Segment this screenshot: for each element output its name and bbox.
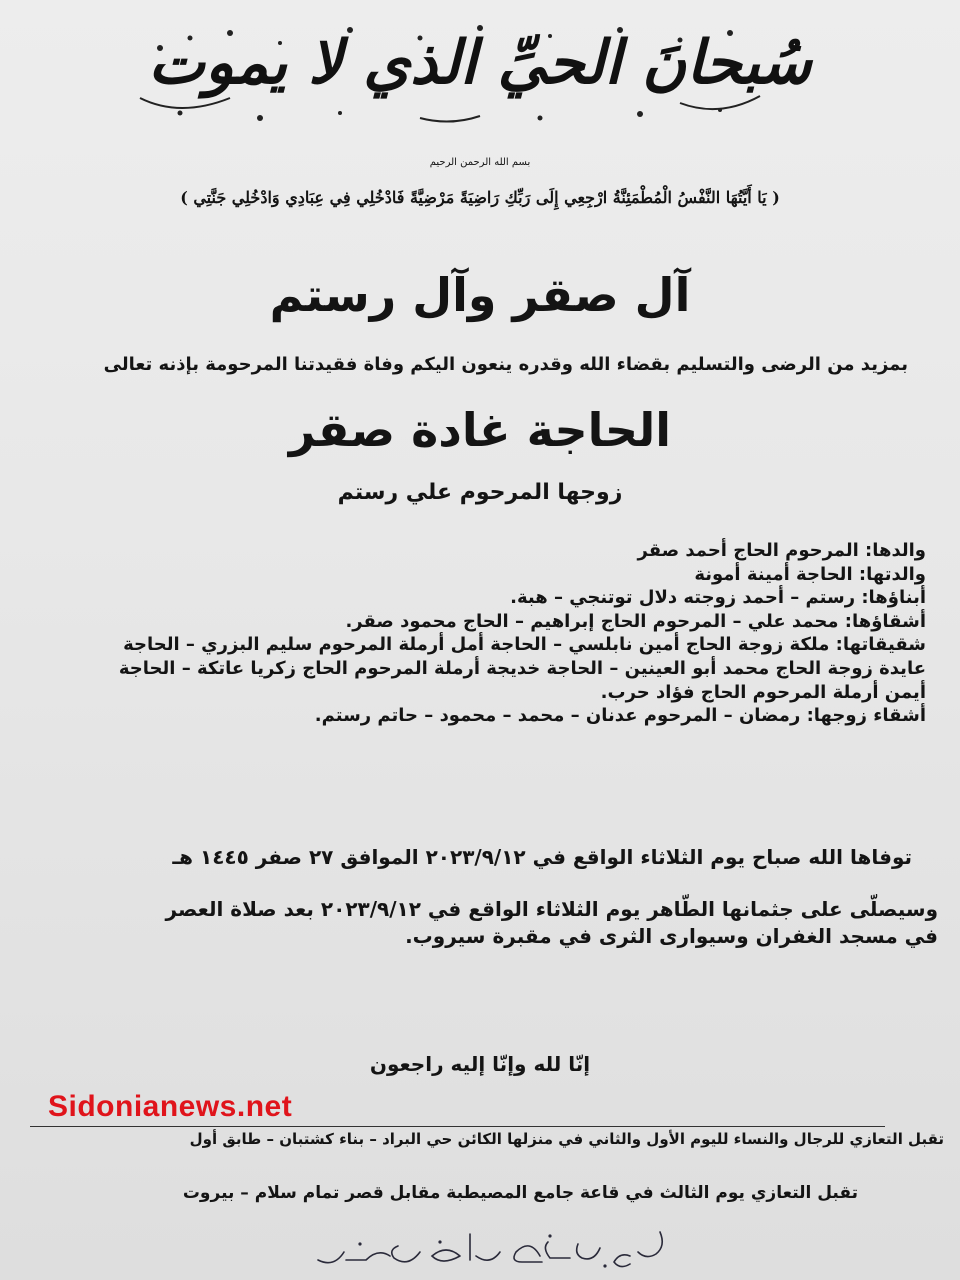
closing-phrase: إنّا لله وإنّا إليه راجعون: [369, 1052, 591, 1076]
divider: [30, 1126, 885, 1127]
funeral-prayer-text: [28, 896, 938, 950]
prayer-line: في مسجد الغفران وسيوارى الثرى في مقبرة سيروب.: [405, 924, 938, 948]
spouse-line: زوجها المرحوم علي رستم: [337, 480, 623, 505]
relatives-line: أيمن أرملة المرحوم الحاج فؤاد حرب.: [600, 681, 926, 703]
condolences-mosque: تقبل التعازي يوم الثالث في قاعة جامع المصيطبة مقابل قصر تمام سلام – بيروت: [182, 1183, 858, 1203]
death-date-text: توفاها الله صباح يوم الثلاثاء الواقع في ٢٠٢٣/٩/١٢ الموافق ٢٧ صفر ١٤٤٥ هـ: [172, 845, 912, 869]
relatives-line: والدها: المرحوم الحاج أحمد صقر: [637, 540, 926, 561]
relatives-line: أشقاؤها: محمد علي – المرحوم الحاج إبراهيم – الحاج محمود صقر.: [345, 610, 926, 632]
family-names: آل صقر وآل رستم: [269, 268, 691, 322]
handwritten-note: [300, 1222, 700, 1278]
deceased-name: الحاجة غادة صقر: [288, 403, 672, 457]
relatives-line: أبناؤها: رستم – أحمد زوجته دلال توتنجي – هبة.: [510, 587, 926, 609]
calligraphy-header: سُبحانَ الحيِّ الذي لا يموت: [148, 28, 812, 98]
prayer-line: وسيصلّى على جثمانها الطّاهر يوم الثلاثاء الواقع في ٢٠٢٣/٩/١٢ بعد صلاة العصر: [165, 897, 938, 921]
relatives-line: أشقاء زوجها: رمضان – المرحوم عدنان – محمد – محمود – حاتم رستم.: [314, 705, 926, 727]
relatives-list: [26, 539, 926, 728]
announcement-text: بمزيد من الرضى والتسليم بقضاء الله وقدره ينعون اليكم وفاة فقيدتنا المرحومة بإذنه تعالى: [103, 354, 908, 375]
quran-verse: ( يَا أَيَّتُهَا النَّفْسُ الْمُطْمَئِنَّةُ ارْجِعِي إِلَى رَبِّكِ رَاضِيَةً مَرْضِيَّةً فَادْخُلِي فِي عِبَادِي وَادْخُلِي جَنَّتِي ): [180, 188, 780, 207]
relatives-line: عايدة زوجة الحاج محمد أبو العينين – الحاجة خديجة أرملة المرحوم الحاج زكريا عاتكة – الحاجة: [118, 657, 926, 679]
relatives-line: والدتها: الحاجة أمينة أمونة: [694, 563, 926, 585]
basmala: بسم الله الرحمن الرحيم: [429, 157, 531, 168]
relatives-line: شقيقاتها: ملكة زوجة الحاج أمين نابلسي – الحاجة أمل أرملة المرحوم سليم البزري – الحاجة: [123, 634, 926, 656]
watermark-logo: Sidonianews.net: [48, 1090, 293, 1123]
condolences-home: تقبل التعازي للرجال والنساء لليوم الأول والثاني في منزلها الكائن حي البراد – بناء كشتبان – طابق أول: [189, 1130, 944, 1148]
